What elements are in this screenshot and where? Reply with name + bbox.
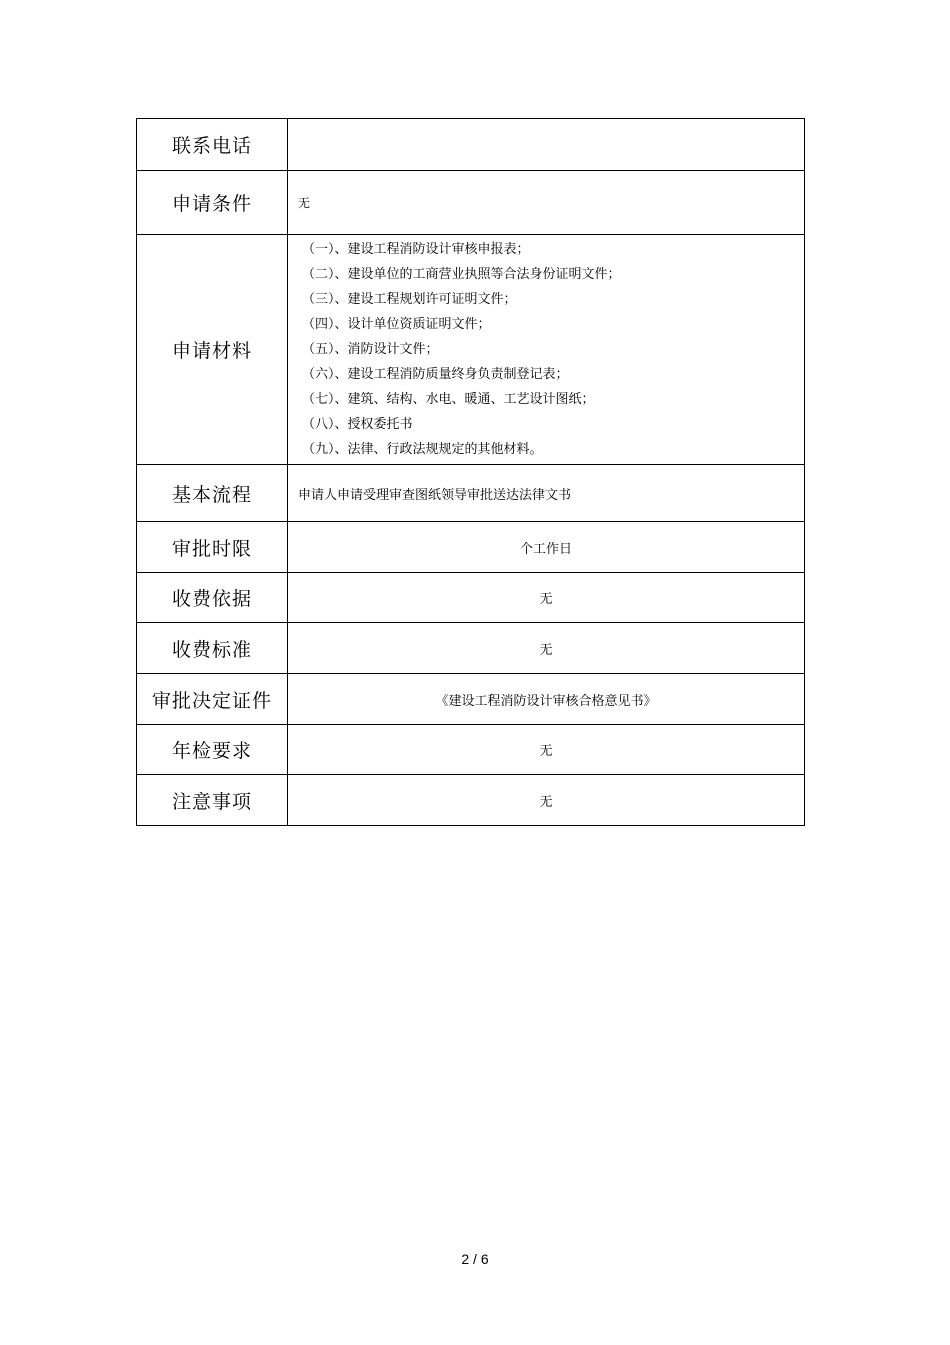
value-process: 申请人申请受理审查图纸领导审批送达法律文书 bbox=[288, 465, 805, 522]
list-item: （五）、消防设计文件； bbox=[302, 342, 439, 357]
materials-list bbox=[288, 235, 805, 465]
value-fee-standard: 无 bbox=[288, 623, 805, 674]
value-certificate: 《建设工程消防设计审核合格意见书》 bbox=[288, 674, 805, 725]
row-notes bbox=[137, 775, 805, 826]
row-phone bbox=[137, 119, 805, 171]
row-conditions bbox=[137, 171, 805, 235]
label-conditions: 申请条件 bbox=[137, 171, 288, 235]
row-fee-basis bbox=[137, 573, 805, 623]
list-item: （二）、建设单位的工商营业执照等合法身份证明文件； bbox=[302, 267, 621, 282]
value-fee-basis: 无 bbox=[288, 573, 805, 623]
value-notes: 无 bbox=[288, 775, 805, 826]
label-materials: 申请材料 bbox=[137, 235, 288, 465]
row-fee-standard bbox=[137, 623, 805, 674]
list-item: （六）、建设工程消防质量终身负责制登记表； bbox=[302, 367, 569, 382]
row-certificate bbox=[137, 674, 805, 725]
list-item: （三）、建设工程规划许可证明文件； bbox=[302, 292, 517, 307]
label-process: 基本流程 bbox=[137, 465, 288, 522]
label-certificate: 审批决定证件 bbox=[137, 674, 288, 725]
label-fee-standard: 收费标准 bbox=[137, 623, 288, 674]
list-item: （八）、授权委托书 bbox=[302, 417, 413, 432]
list-item: （一）、建设工程消防设计审核申报表； bbox=[302, 242, 530, 257]
label-notes: 注意事项 bbox=[137, 775, 288, 826]
value-conditions: 无 bbox=[288, 171, 805, 235]
list-item: （九）、法律、行政法规规定的其他材料。 bbox=[302, 442, 543, 457]
row-materials bbox=[137, 235, 805, 465]
info-table bbox=[136, 118, 805, 826]
label-fee-basis: 收费依据 bbox=[137, 573, 288, 623]
value-annual-check: 无 bbox=[288, 725, 805, 775]
label-time-limit: 审批时限 bbox=[137, 522, 288, 573]
row-annual-check bbox=[137, 725, 805, 775]
page-number: 2 / 6 bbox=[461, 1251, 489, 1267]
row-process bbox=[137, 465, 805, 522]
value-phone bbox=[288, 119, 805, 171]
value-time-limit: 个工作日 bbox=[288, 522, 805, 573]
label-annual-check: 年检要求 bbox=[137, 725, 288, 775]
row-time-limit bbox=[137, 522, 805, 573]
list-item: （四）、设计单位资质证明文件； bbox=[302, 317, 491, 332]
label-phone: 联系电话 bbox=[137, 119, 288, 171]
list-item: （七）、建筑、结构、水电、暖通、工艺设计图纸； bbox=[302, 392, 595, 407]
